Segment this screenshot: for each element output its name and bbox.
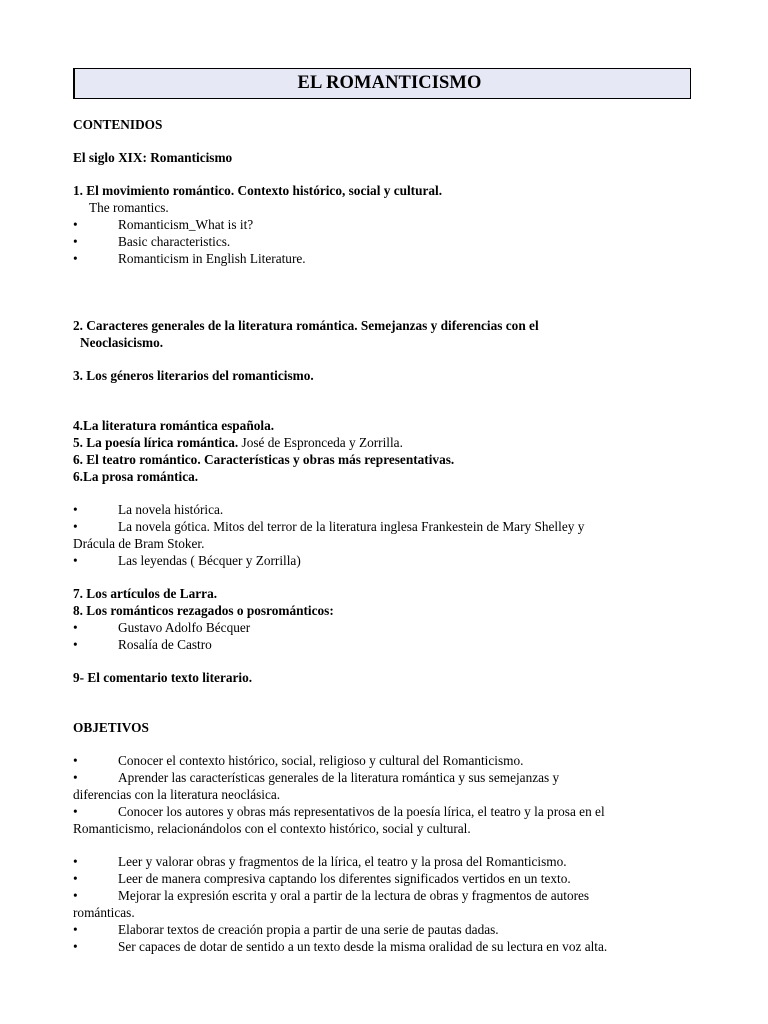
item1-subline: The romantics. <box>89 200 169 215</box>
item1-heading: 1. El movimiento romántico. Contexto histórico, social y cultural. <box>73 183 443 198</box>
list-item: Romanticism_What is it? <box>118 217 254 232</box>
bullet-glyph: • <box>73 217 78 232</box>
bullet-glyph: • <box>73 502 78 517</box>
objetivos-heading: OBJETIVOS <box>73 720 149 735</box>
bullet-glyph: • <box>73 519 78 534</box>
item5 <box>73 434 403 451</box>
bullet-glyph: • <box>73 922 78 937</box>
bullet-glyph: • <box>73 888 78 903</box>
list-item: Basic characteristics. <box>118 234 231 249</box>
item4: 4.La literatura romántica española. <box>73 418 275 433</box>
item9: 9- El comentario texto literario. <box>73 670 253 685</box>
contenidos-heading: CONTENIDOS <box>73 117 163 132</box>
list-item: Conocer el contexto histórico, social, religioso y cultural del Romanticismo. <box>118 753 524 768</box>
item3: 3. Los géneros literarios del romanticismo. <box>73 368 314 383</box>
list-item-continuation: diferencias con la literatura neoclásica. <box>73 787 281 802</box>
item6b: 6.La prosa romántica. <box>73 469 199 484</box>
item8: 8. Los románticos rezagados o posrománticos: <box>73 603 334 618</box>
bullet-glyph: • <box>73 251 78 266</box>
list-item: Ser capaces de dotar de sentido a un texto desde la misma oralidad de su lectura en voz alta. <box>118 939 608 954</box>
item7: 7. Los artículos de Larra. <box>73 586 218 601</box>
list-item: Rosalía de Castro <box>118 637 212 652</box>
item5-normal: José de Espronceda y Zorrilla. <box>238 435 403 450</box>
bullet-glyph: • <box>73 939 78 954</box>
bullet-glyph: • <box>73 620 78 635</box>
list-item: Elaborar textos de creación propia a partir de una serie de pautas dadas. <box>118 922 499 937</box>
list-item-continuation: Drácula de Bram Stoker. <box>73 536 205 551</box>
list-item-continuation: Romanticismo, relacionándolos con el contexto histórico, social y cultural. <box>73 821 471 836</box>
item5-bold: 5. La poesía lírica romántica. <box>73 435 239 450</box>
bullet-glyph: • <box>73 770 78 785</box>
title-banner <box>73 68 691 99</box>
bullet-glyph: • <box>73 804 78 819</box>
page-title: EL ROMANTICISMO <box>297 73 482 93</box>
list-item: Leer y valorar obras y fragmentos de la lírica, el teatro y la prosa del Romanticismo. <box>118 854 567 869</box>
list-item: Gustavo Adolfo Bécquer <box>118 620 251 635</box>
list-item-continuation: románticas. <box>73 905 135 920</box>
list-item: La novela gótica. Mitos del terror de la literatura inglesa Frankestein de Mary Shelley y <box>118 519 585 534</box>
item2-line2: Neoclasicismo. <box>80 335 164 350</box>
bullet-glyph: • <box>73 753 78 768</box>
list-item: Conocer los autores y obras más representativos de la poesía lírica, el teatro y la prosa en el <box>118 804 605 819</box>
list-item: Las leyendas ( Bécquer y Zorrilla) <box>118 553 301 568</box>
item2-line1: 2. Caracteres generales de la literatura romántica. Semejanzas y diferencias con el <box>73 318 539 333</box>
bullet-glyph: • <box>73 871 78 886</box>
list-item: La novela histórica. <box>118 502 224 517</box>
bullet-glyph: • <box>73 637 78 652</box>
list-item: Mejorar la expresión escrita y oral a partir de la lectura de obras y fragmentos de autores <box>118 888 590 903</box>
contenidos-subheading: El siglo XIX: Romanticismo <box>73 150 233 165</box>
bullet-glyph: • <box>73 553 78 568</box>
list-item: Romanticism in English Literature. <box>118 251 306 266</box>
bullet-glyph: • <box>73 854 78 869</box>
list-item: Aprender las características generales de la literatura romántica y sus semejanzas y <box>118 770 560 785</box>
list-item: Leer de manera compresiva captando los diferentes significados vertidos en un texto. <box>118 871 571 886</box>
item6: 6. El teatro romántico. Características y obras más representativas. <box>73 452 455 467</box>
bullet-glyph: • <box>73 234 78 249</box>
